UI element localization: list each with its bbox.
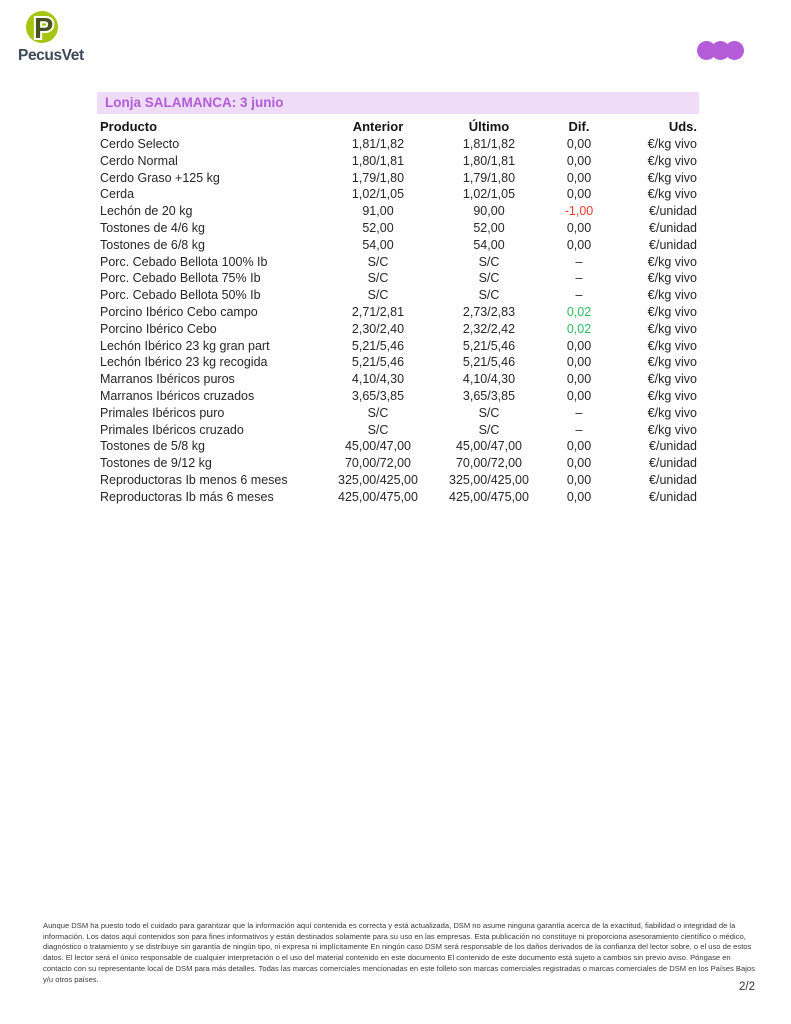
pecusvet-logo bbox=[18, 10, 98, 65]
dif-value: 0,00 bbox=[566, 170, 592, 185]
anterior-value: 52,00 bbox=[362, 220, 394, 235]
ultimo-value: 1,80/1,81 bbox=[462, 153, 516, 168]
table-row bbox=[97, 422, 699, 439]
uds-value: €/kg vivo bbox=[647, 405, 697, 420]
ultimo-value: 2,73/2,83 bbox=[462, 304, 516, 319]
dif-value: 0,00 bbox=[566, 388, 592, 403]
anterior-value: 1,02/1,05 bbox=[351, 187, 405, 202]
disclaimer-text: Aunque DSM ha puesto todo el cuidado para garantizar que la información aquí contenida es correcta y está actualizada, DSM no asume ninguna garantía acerca de la exactitud, fiabilidad o integridad de la información. Los datos aquí contenidos son para fines informativos y están destinados solamente para su uso en las empresas. Esta publicación no constituye ni proporciona asesoramiento científico o médico, diagnóstico o tratamiento y se distribuye sin garantía de ningún tipo, ni expresa ni implícitamente En ningún caso DSM será responsable de los daños derivados de la confianza del lector sobre, o el uso de estos datos. El lector será el único responsable de cualquier interpretación o el uso del material contenido en este documento El contenido de este documento está sujeto a cambios sin previo aviso. Póngase en contacto con su representante local de DSM para más detalles. Todas las marcas comerciales mencionadas en este folleto son marcas comerciales registradas o marcas comerciales de DSM en los Países Bajos y/u otros países. bbox=[43, 921, 755, 984]
product-name: Primales Ibéricos puro bbox=[100, 405, 225, 420]
dif-value: 0,00 bbox=[566, 187, 592, 202]
anterior-value: S/C bbox=[367, 254, 389, 269]
dif-value: 0,00 bbox=[566, 439, 592, 454]
uds-value: €/unidad bbox=[649, 220, 697, 235]
svg-text:P: P bbox=[34, 13, 54, 45]
product-name: Porc. Cebado Bellota 100% Ib bbox=[100, 254, 268, 269]
product-name: Tostones de 5/8 kg bbox=[100, 439, 205, 454]
table-row bbox=[97, 237, 699, 254]
dif-value: 0,00 bbox=[566, 237, 592, 252]
ultimo-value: 1,81/1,82 bbox=[462, 137, 516, 151]
uds-value: €/kg vivo bbox=[647, 137, 697, 151]
dot-icon bbox=[725, 41, 744, 60]
ultimo-value: 4,10/4,30 bbox=[462, 372, 516, 387]
column-header-uds: Uds. bbox=[668, 119, 697, 134]
product-name: Tostones de 6/8 kg bbox=[100, 237, 205, 252]
product-name: Cerda bbox=[100, 187, 135, 202]
anterior-value: 2,71/2,81 bbox=[351, 304, 405, 319]
uds-value: €/unidad bbox=[649, 489, 697, 504]
product-name: Porcino Ibérico Cebo bbox=[100, 321, 217, 336]
table-row bbox=[97, 388, 699, 405]
product-name: Cerdo Graso +125 kg bbox=[100, 170, 220, 185]
product-name: Lechón Ibérico 23 kg gran part bbox=[100, 338, 270, 353]
product-name: Lechón de 20 kg bbox=[100, 204, 193, 219]
table-row bbox=[97, 321, 699, 338]
anterior-value: 5,21/5,46 bbox=[351, 355, 405, 370]
table-header-row bbox=[97, 116, 699, 136]
anterior-value: 2,30/2,40 bbox=[351, 321, 405, 336]
anterior-value: 425,00/475,00 bbox=[338, 489, 418, 504]
table-row bbox=[97, 186, 699, 203]
dif-value: 0,02 bbox=[566, 304, 592, 319]
table-row bbox=[97, 153, 699, 170]
table-row bbox=[97, 338, 699, 355]
uds-value: €/unidad bbox=[649, 456, 697, 471]
anterior-value: 45,00/47,00 bbox=[344, 439, 412, 454]
ultimo-value: S/C bbox=[478, 254, 500, 269]
dif-value: – bbox=[575, 254, 583, 269]
product-name: Porc. Cebado Bellota 50% Ib bbox=[100, 288, 261, 303]
ultimo-value: 54,00 bbox=[473, 237, 505, 252]
uds-value: €/kg vivo bbox=[647, 304, 697, 319]
anterior-value: 54,00 bbox=[362, 237, 394, 252]
uds-value: €/unidad bbox=[649, 439, 697, 454]
table-row bbox=[97, 203, 699, 220]
product-name: Porcino Ibérico Cebo campo bbox=[100, 304, 258, 319]
anterior-value: 91,00 bbox=[362, 204, 394, 219]
dif-value: 0,00 bbox=[566, 153, 592, 168]
product-name: Marranos Ibéricos puros bbox=[100, 372, 235, 387]
table-row bbox=[97, 270, 699, 287]
ultimo-value: 3,65/3,85 bbox=[462, 388, 516, 403]
dif-value: 0,00 bbox=[566, 489, 592, 504]
report-title: Lonja SALAMANCA: 3 junio bbox=[97, 92, 699, 114]
product-name: Primales Ibéricos cruzado bbox=[100, 422, 244, 437]
product-name: Porc. Cebado Bellota 75% Ib bbox=[100, 271, 261, 286]
anterior-value: 1,81/1,82 bbox=[351, 137, 405, 151]
table-row bbox=[97, 304, 699, 321]
ultimo-value: 325,00/425,00 bbox=[449, 472, 529, 487]
ultimo-value: 1,79/1,80 bbox=[462, 170, 516, 185]
uds-value: €/kg vivo bbox=[647, 422, 697, 437]
product-name: Cerdo Selecto bbox=[100, 137, 180, 151]
uds-value: €/kg vivo bbox=[647, 153, 697, 168]
table-row bbox=[97, 405, 699, 422]
table-row bbox=[97, 136, 699, 153]
uds-value: €/kg vivo bbox=[647, 187, 697, 202]
ultimo-value: 2,32/2,42 bbox=[462, 321, 516, 336]
uds-value: €/kg vivo bbox=[647, 321, 697, 336]
product-name: Cerdo Normal bbox=[100, 153, 178, 168]
column-header-dif: Dif. bbox=[568, 119, 590, 134]
product-name: Tostones de 9/12 kg bbox=[100, 456, 212, 471]
dif-value: – bbox=[575, 271, 583, 286]
dif-value: 0,00 bbox=[566, 338, 592, 353]
anterior-value: S/C bbox=[367, 405, 389, 420]
column-header-producto: Producto bbox=[100, 119, 158, 134]
table-row bbox=[97, 354, 699, 371]
table-row bbox=[97, 254, 699, 271]
dif-value: – bbox=[575, 288, 583, 303]
page-number: 2/2 bbox=[739, 981, 755, 993]
table-row bbox=[97, 472, 699, 489]
table-row bbox=[97, 489, 699, 506]
dif-value: -1,00 bbox=[564, 204, 594, 219]
ultimo-value: 425,00/475,00 bbox=[449, 489, 529, 504]
anterior-value: 3,65/3,85 bbox=[351, 388, 405, 403]
uds-value: €/kg vivo bbox=[647, 271, 697, 286]
ultimo-value: S/C bbox=[478, 288, 500, 303]
anterior-value: 70,00/72,00 bbox=[344, 456, 412, 471]
product-name: Lechón Ibérico 23 kg recogida bbox=[100, 355, 268, 370]
anterior-value: 4,10/4,30 bbox=[351, 372, 405, 387]
pecusvet-logo-icon bbox=[24, 10, 60, 46]
dif-value: 0,00 bbox=[566, 137, 592, 151]
uds-value: €/unidad bbox=[649, 204, 697, 219]
dif-value: 0,00 bbox=[566, 220, 592, 235]
table-row bbox=[97, 438, 699, 455]
uds-value: €/kg vivo bbox=[647, 254, 697, 269]
table-row bbox=[97, 170, 699, 187]
dif-value: – bbox=[575, 422, 583, 437]
uds-value: €/kg vivo bbox=[647, 170, 697, 185]
report-content bbox=[97, 92, 699, 506]
uds-value: €/unidad bbox=[649, 237, 697, 252]
ultimo-value: 5,21/5,46 bbox=[462, 355, 516, 370]
uds-value: €/kg vivo bbox=[647, 388, 697, 403]
dif-value: 0,00 bbox=[566, 456, 592, 471]
dif-value: 0,02 bbox=[566, 321, 592, 336]
ultimo-value: S/C bbox=[478, 405, 500, 420]
dif-value: 0,00 bbox=[566, 372, 592, 387]
ultimo-value: 90,00 bbox=[473, 204, 505, 219]
product-name: Reproductoras Ib menos 6 meses bbox=[100, 472, 288, 487]
ultimo-value: S/C bbox=[478, 271, 500, 286]
brand-name: PecusVet bbox=[18, 47, 84, 64]
anterior-value: 5,21/5,46 bbox=[351, 338, 405, 353]
column-header-ultimo: Último bbox=[468, 119, 510, 134]
uds-value: €/kg vivo bbox=[647, 372, 697, 387]
product-name: Reproductoras Ib más 6 meses bbox=[100, 489, 274, 504]
table-row bbox=[97, 220, 699, 237]
table-row bbox=[97, 287, 699, 304]
ultimo-value: S/C bbox=[478, 422, 500, 437]
three-dots-icon bbox=[697, 41, 744, 60]
uds-value: €/unidad bbox=[649, 472, 697, 487]
anterior-value: S/C bbox=[367, 271, 389, 286]
ultimo-value: 52,00 bbox=[473, 220, 505, 235]
table-row bbox=[97, 371, 699, 388]
product-name: Tostones de 4/6 kg bbox=[100, 220, 205, 235]
ultimo-value: 1,02/1,05 bbox=[462, 187, 516, 202]
dif-value: 0,00 bbox=[566, 472, 592, 487]
ultimo-value: 5,21/5,46 bbox=[462, 338, 516, 353]
anterior-value: 1,79/1,80 bbox=[351, 170, 405, 185]
dif-value: – bbox=[575, 405, 583, 420]
ultimo-value: 45,00/47,00 bbox=[455, 439, 523, 454]
product-name: Marranos Ibéricos cruzados bbox=[100, 388, 255, 403]
price-table bbox=[97, 116, 699, 506]
uds-value: €/kg vivo bbox=[647, 338, 697, 353]
column-header-anterior: Anterior bbox=[352, 119, 404, 134]
ultimo-value: 70,00/72,00 bbox=[455, 456, 523, 471]
anterior-value: S/C bbox=[367, 422, 389, 437]
anterior-value: S/C bbox=[367, 288, 389, 303]
uds-value: €/kg vivo bbox=[647, 355, 697, 370]
uds-value: €/kg vivo bbox=[647, 288, 697, 303]
anterior-value: 325,00/425,00 bbox=[338, 472, 418, 487]
table-row bbox=[97, 455, 699, 472]
dif-value: 0,00 bbox=[566, 355, 592, 370]
anterior-value: 1,80/1,81 bbox=[351, 153, 405, 168]
